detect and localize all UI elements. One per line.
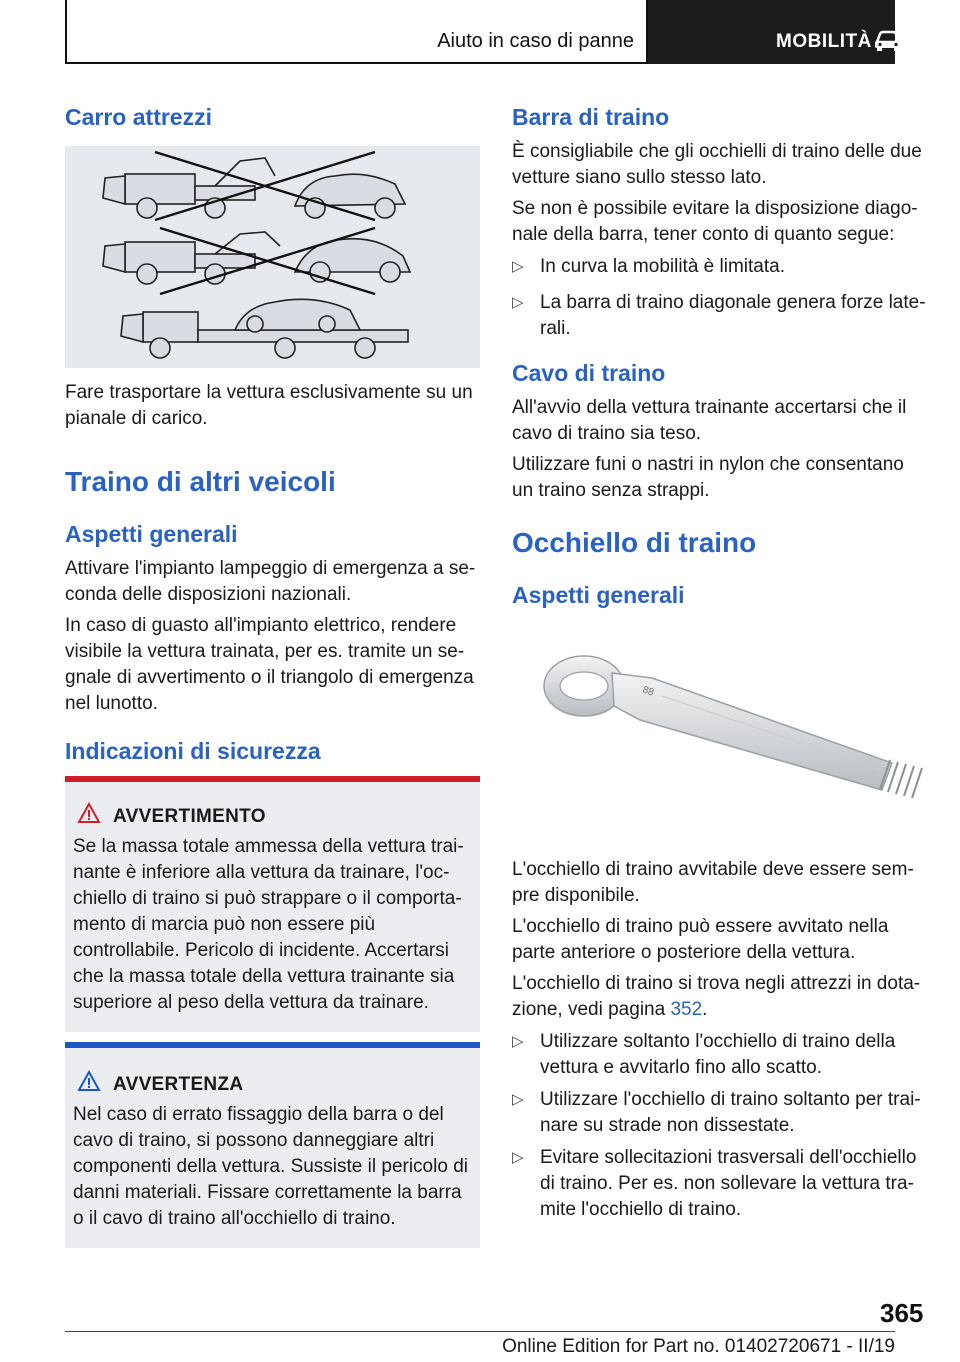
tow-eye-illustration [512, 628, 927, 828]
heading-barra-di-traino: Barra di traino [512, 104, 670, 130]
carro-text: Fare trasportare la vettura esclusivamente su un pianale di carico. [65, 382, 473, 429]
header-section-title: Aiuto in caso di panne [437, 30, 634, 52]
bullet-triangle-icon: ▷ [512, 294, 524, 311]
barra-paragraph-2: Se non è possibile evitare la disposizione diagonale della barra, tener conto di quanto segue: [512, 198, 918, 245]
warning-title: AVVERTIMENTO [113, 806, 266, 827]
notice-box [65, 1042, 480, 1248]
heading-aspetti-generali-2: Aspetti generali [512, 582, 685, 608]
heading-aspetti-generali: Aspetti generali [65, 521, 238, 547]
notice-bar [65, 1042, 480, 1048]
list-item-text: Utilizzare soltanto l'occhiello di traino della vettura e avvitarlo fino allo scatto. [540, 1031, 896, 1078]
barra-paragraph-1: È consigliabile che gli occhielli di traino delle due vetture siano sullo stesso lato. [512, 141, 922, 188]
warning-bar [65, 776, 480, 782]
notice-text: Nel caso di errato fissaggio della barra o del cavo di traino, si possono danneggiare altri componenti della vettura. Sussiste il pericolo di danni materiali. Fissare correttamente la barra o il cavo di traino all'occhiello di traino. [73, 1104, 468, 1229]
aspetti-paragraph-2: In caso di guasto all'impianto elettrico, rendere visibile la vettura trainata, per es. tramite un segnale di avvertimento o il triangolo di emergenza nel lunotto. [65, 615, 474, 714]
notice-triangle-icon [77, 1070, 101, 1092]
svg-text:88: 88 [640, 684, 656, 699]
notice-title: AVVERTENZA [113, 1074, 244, 1095]
page-number: 365 [880, 1298, 924, 1328]
footer-divider [65, 1331, 895, 1332]
cavo-paragraph-1: All'avvio della vettura trainante accertarsi che il cavo di traino sia teso. [512, 397, 907, 444]
heading-cavo-di-traino: Cavo di traino [512, 360, 666, 386]
list-item-text: Evitare sollecitazioni trasversali dell'occhiello di traino. Per es. non sollevare la vettura tramite l'occhiello di traino. [540, 1147, 917, 1220]
header-section-box [65, 0, 648, 64]
bullet-triangle-icon: ▷ [512, 258, 524, 275]
heading-indicazioni-sicurezza: Indicazioni di sicurezza [65, 738, 321, 764]
footer-edition: Online Edition for Part no. 01402720671 - II/19 [502, 1336, 895, 1357]
occhiello-paragraph-3-text: L'occhiello di traino si trova negli attrezzi in dotazione, vedi pagina [512, 973, 921, 1020]
occhiello-paragraph-2: L'occhiello di traino può essere avvitato nella parte anteriore o posteriore della vettura. [512, 916, 889, 963]
list-item-text: Utilizzare l'occhiello di traino soltanto per trainare su strade non dissestate. [540, 1089, 921, 1136]
warning-text: Se la massa totale ammessa della vettura trainante è inferiore alla vettura da trainare, l'occhiello di traino si può strappare o il comportamento di marcia può non essere più controllabile. Pericolo di incidente. Accertarsi che la massa totale della vettura trainante sia superiore al peso della vettura da trainare. [73, 836, 464, 1013]
occhiello-paragraph-3-end: . [702, 999, 708, 1020]
heading-occhiello-di-traino: Occhiello di traino [512, 527, 757, 558]
occhiello-paragraph-3 [512, 971, 927, 1023]
heading-traino-altri-veicoli: Traino di altri veicoli [65, 466, 336, 497]
tow-eye-drawing [512, 628, 927, 828]
aspetti-paragraph-1: Attivare l'impianto lampeggio di emergenza a seconda delle disposizioni nazionali. [65, 558, 476, 605]
warning-box [65, 776, 480, 1032]
page-reference-link[interactable]: 352 [670, 999, 703, 1020]
warning-triangle-icon [77, 802, 101, 824]
cavo-paragraph-2: Utilizzare funi o nastri in nylon che consentano un traino senza strappi. [512, 454, 904, 501]
heading-carro-attrezzi: Carro attrezzi [65, 104, 212, 130]
occhiello-paragraph-1: L'occhiello di traino avvitabile deve essere sempre disponibile. [512, 859, 914, 906]
car-icon [873, 30, 903, 52]
bullet-triangle-icon: ▷ [512, 1033, 524, 1050]
header-chapter-title: MOBILITÀ [776, 31, 872, 52]
list-item-text: In curva la mobilità è limitata. [540, 256, 785, 277]
tow-truck-drawing [65, 146, 480, 368]
bullet-triangle-icon: ▷ [512, 1091, 524, 1108]
header-chapter-box [648, 0, 895, 64]
list-item-text: La barra di traino diagonale genera forze laterali. [540, 292, 926, 339]
bullet-triangle-icon: ▷ [512, 1149, 524, 1166]
tow-truck-illustration [65, 146, 480, 368]
